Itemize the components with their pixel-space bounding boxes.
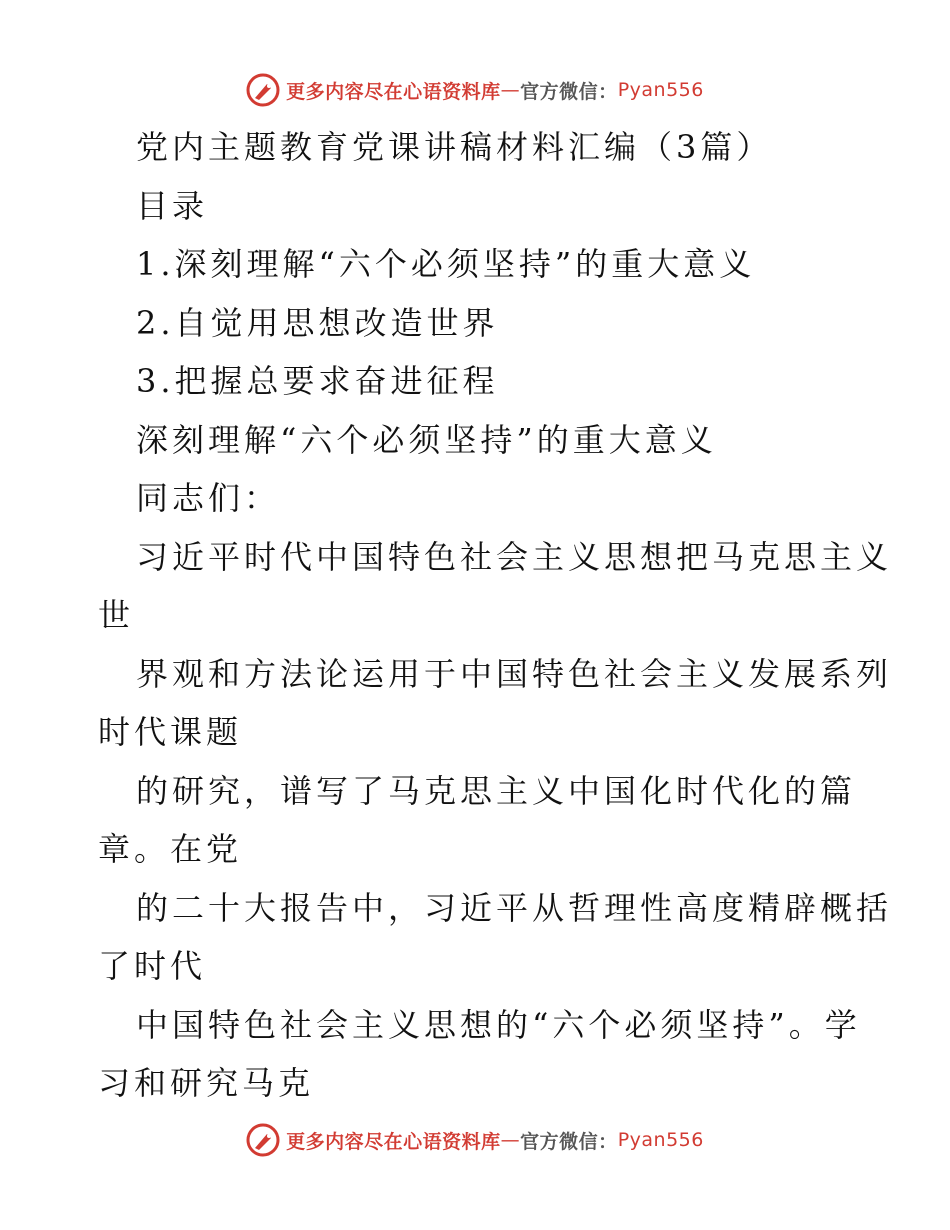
document-line: 了时代 xyxy=(98,947,207,985)
watermark-main-text: 更多内容尽在心语资料库 xyxy=(286,80,501,103)
watermark-separator: — xyxy=(500,79,521,101)
watermark-separator: — xyxy=(500,1129,521,1151)
watermark-label: 官方微信： xyxy=(520,80,618,103)
document-line: 党内主题教育党课讲稿材料汇编（3篇） xyxy=(136,128,773,166)
document-line: 的二十大报告中，习近平从哲理性高度精辟概括 xyxy=(136,888,893,927)
watermark-wechat-id: Pyan556 xyxy=(617,79,704,101)
watermark-label: 官方微信： xyxy=(520,1130,618,1153)
document-line: 的研究，谱写了马克思主义中国化时代化的篇 xyxy=(136,771,857,810)
document-line: 时代课题 xyxy=(98,713,243,751)
document-line: 目录 xyxy=(136,186,209,225)
document-line: 2.自觉用思想改造世界 xyxy=(136,303,499,342)
document-line: 章。在党 xyxy=(98,830,243,868)
footer-watermark xyxy=(0,1120,950,1160)
pen-nib-logo-icon xyxy=(246,73,280,107)
watermark-main-text: 更多内容尽在心语资料库 xyxy=(286,1130,501,1153)
document-line: 3.把握总要求奋进征程 xyxy=(136,362,499,400)
document-line: 中国特色社会主义思想的“六个必须坚持”。学 xyxy=(136,1005,861,1044)
document-body xyxy=(98,118,893,1113)
header-watermark xyxy=(0,70,950,110)
document-line: 习近平时代中国特色社会主义思想把马克思主义 xyxy=(136,537,893,576)
document-line: 同志们： xyxy=(136,479,281,517)
document-line: 习和研究马克 xyxy=(98,1064,315,1102)
document-line: 世 xyxy=(98,596,135,634)
watermark-wechat-id: Pyan556 xyxy=(617,1129,704,1151)
document-line: 界观和方法论运用于中国特色社会主义发展系列 xyxy=(136,654,893,693)
document-line: 深刻理解“六个必须坚持”的重大意义 xyxy=(136,420,717,459)
pen-nib-logo-icon xyxy=(246,1123,280,1157)
document-line: 1.深刻理解“六个必须坚持”的重大意义 xyxy=(136,245,756,283)
